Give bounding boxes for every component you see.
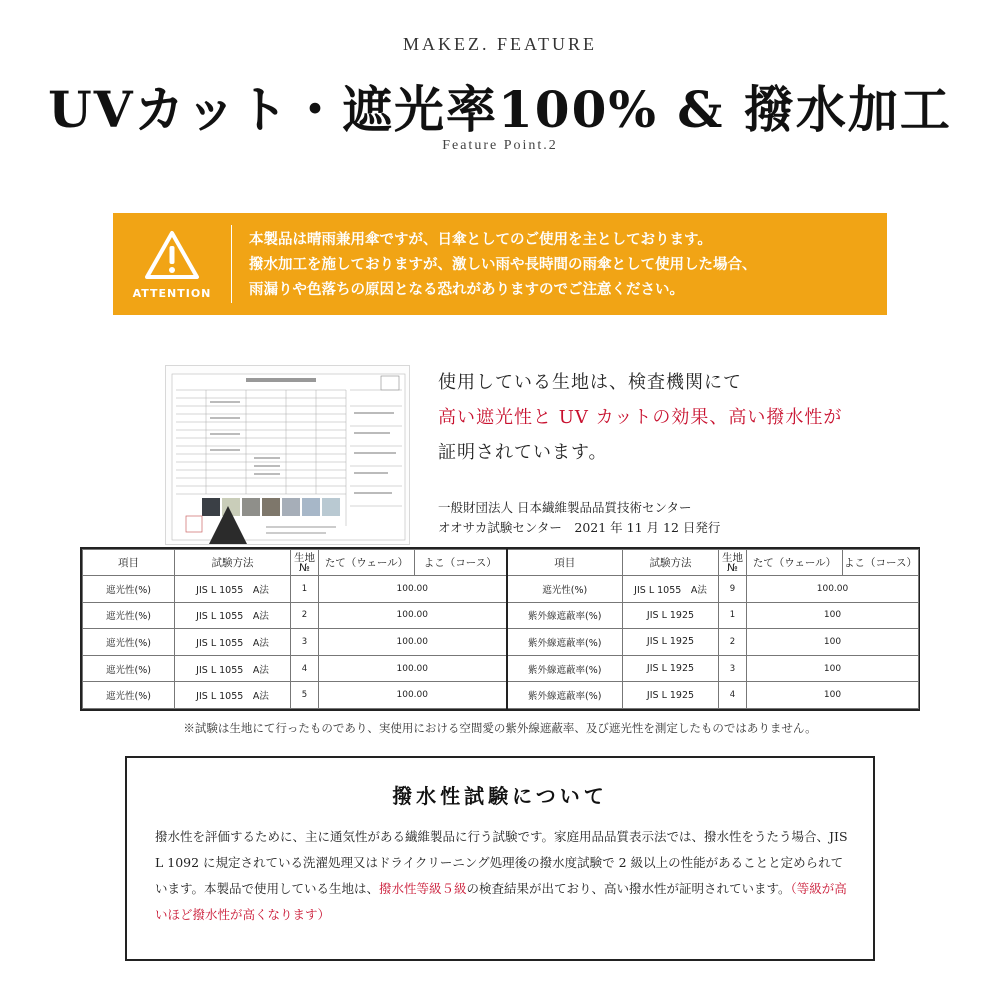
cell-value: 100 bbox=[747, 629, 919, 656]
attention-divider bbox=[231, 225, 232, 303]
cell-no: 2 bbox=[719, 629, 747, 656]
table-row bbox=[83, 629, 919, 656]
description-line: 証明されています。 bbox=[438, 442, 608, 463]
cell-no: 9 bbox=[719, 576, 747, 603]
cell-value: 100.00 bbox=[319, 576, 507, 603]
cell-method: JIS L 1925 bbox=[623, 629, 719, 656]
cell-value: 100 bbox=[747, 602, 919, 629]
header-no: 生地№ bbox=[719, 550, 747, 576]
issue-info: オオサカ試験センター 2021 年 11 月 12 日発行 bbox=[438, 520, 721, 535]
table-header-row bbox=[83, 550, 919, 576]
attention-label: ATTENTION bbox=[132, 287, 212, 300]
table-row bbox=[83, 682, 919, 709]
cell-item: 紫外線遮蔽率(%) bbox=[507, 629, 623, 656]
cell-value: 100.00 bbox=[319, 655, 507, 682]
cell-item: 遮光性(%) bbox=[83, 576, 175, 603]
page-title: UVカット・遮光率100% & 撥水加工 bbox=[48, 80, 952, 139]
attention-line: 雨漏りや色落ちの原因となる恐れがありますのでご注意ください。 bbox=[249, 282, 684, 298]
cell-method: JIS L 1055 A法 bbox=[175, 576, 291, 603]
cell-item: 遮光性(%) bbox=[83, 629, 175, 656]
body-text: の検査結果が出ており、高い撥水性が証明されています。 bbox=[466, 881, 791, 896]
header-method: 試験方法 bbox=[175, 550, 291, 576]
cell-method: JIS L 1925 bbox=[623, 602, 719, 629]
cell-no: 1 bbox=[291, 576, 319, 603]
brand-feature-label: MAKEZ. FEATURE bbox=[403, 34, 597, 54]
description-highlight: 高い遮光性と UV カットの効果、高い撥水性が bbox=[438, 407, 843, 428]
cell-no: 5 bbox=[291, 682, 319, 709]
description-text bbox=[438, 365, 958, 470]
cell-no: 4 bbox=[719, 682, 747, 709]
grade-highlight: 撥水性等級５級 bbox=[379, 881, 467, 896]
cell-no: 3 bbox=[291, 629, 319, 656]
cell-method: JIS L 1925 bbox=[623, 655, 719, 682]
cell-item: 紫外線遮蔽率(%) bbox=[507, 682, 623, 709]
header-weft: よこ（コース） bbox=[415, 550, 507, 576]
header-warp: たて（ウェール） bbox=[319, 550, 415, 576]
cell-method: JIS L 1055 A法 bbox=[175, 682, 291, 709]
attention-line: 撥水加工を施しておりますが、激しい雨や長時間の雨傘として使用した場合、 bbox=[249, 257, 757, 273]
cell-value: 100 bbox=[747, 682, 919, 709]
cell-no: 1 bbox=[719, 602, 747, 629]
disclaimer-note: ※試験は生地にて行ったものであり、実使用における空間愛の紫外線遮蔽率、及び遮光性を測定したものではありません。 bbox=[183, 721, 817, 735]
cell-method: JIS L 1925 bbox=[623, 682, 719, 709]
header-item: 項目 bbox=[83, 550, 175, 576]
water-repellency-section bbox=[125, 756, 875, 961]
cell-value: 100.00 bbox=[319, 629, 507, 656]
cell-method: JIS L 1055 A法 bbox=[175, 602, 291, 629]
description-line: 使用している生地は、検査機関にて bbox=[438, 372, 742, 393]
test-report-image bbox=[165, 365, 410, 545]
header-weft: よこ（コース） bbox=[843, 550, 919, 576]
attention-line: 本製品は晴雨兼用傘ですが、日傘としてのご使用を主としております。 bbox=[249, 232, 712, 248]
header-method: 試験方法 bbox=[623, 550, 719, 576]
testing-organization bbox=[438, 498, 958, 538]
header-warp: たて（ウェール） bbox=[747, 550, 843, 576]
attention-badge bbox=[113, 213, 231, 315]
section-body bbox=[155, 824, 855, 928]
test-results-table bbox=[80, 547, 920, 711]
cell-item: 遮光性(%) bbox=[507, 576, 623, 603]
cell-value: 100.00 bbox=[319, 602, 507, 629]
cell-value: 100.00 bbox=[319, 682, 507, 709]
cell-method: JIS L 1055 A法 bbox=[175, 655, 291, 682]
cell-method: JIS L 1055 A法 bbox=[623, 576, 719, 603]
grade-note: （等級が高いほど撥水性が高くなります） bbox=[155, 881, 847, 922]
table-row bbox=[83, 576, 919, 603]
attention-message bbox=[249, 228, 879, 303]
cell-method: JIS L 1055 A法 bbox=[175, 629, 291, 656]
cell-item: 遮光性(%) bbox=[83, 602, 175, 629]
cell-value: 100 bbox=[747, 655, 919, 682]
attention-banner bbox=[113, 213, 887, 315]
cell-item: 紫外線遮蔽率(%) bbox=[507, 655, 623, 682]
cell-item: 紫外線遮蔽率(%) bbox=[507, 602, 623, 629]
warning-triangle-icon bbox=[143, 229, 201, 281]
feature-point-label: Feature Point.2 bbox=[442, 138, 558, 153]
cell-no: 4 bbox=[291, 655, 319, 682]
header-no: 生地№ bbox=[291, 550, 319, 576]
section-title: 撥水性試験について bbox=[392, 784, 608, 808]
table-row bbox=[83, 655, 919, 682]
cell-value: 100.00 bbox=[747, 576, 919, 603]
cell-item: 遮光性(%) bbox=[83, 655, 175, 682]
cell-no: 2 bbox=[291, 602, 319, 629]
header-item: 項目 bbox=[507, 550, 623, 576]
table-row bbox=[83, 602, 919, 629]
cell-no: 3 bbox=[719, 655, 747, 682]
body-text: 撥水性を評価するために、主に通気性がある繊維製品に行う試験です。家庭用品品質表示法では、撥水性をうたう場合、JIS L 1092 に規定されている洗濯処理又はドライクリーニング処理後の撥水度試験で 2 級以上の性能があることと定められています。本製品で使用している生地は、 bbox=[155, 829, 848, 896]
cell-item: 遮光性(%) bbox=[83, 682, 175, 709]
organization-name: 一般財団法人 日本繊維製品品質技術センター bbox=[438, 500, 692, 515]
